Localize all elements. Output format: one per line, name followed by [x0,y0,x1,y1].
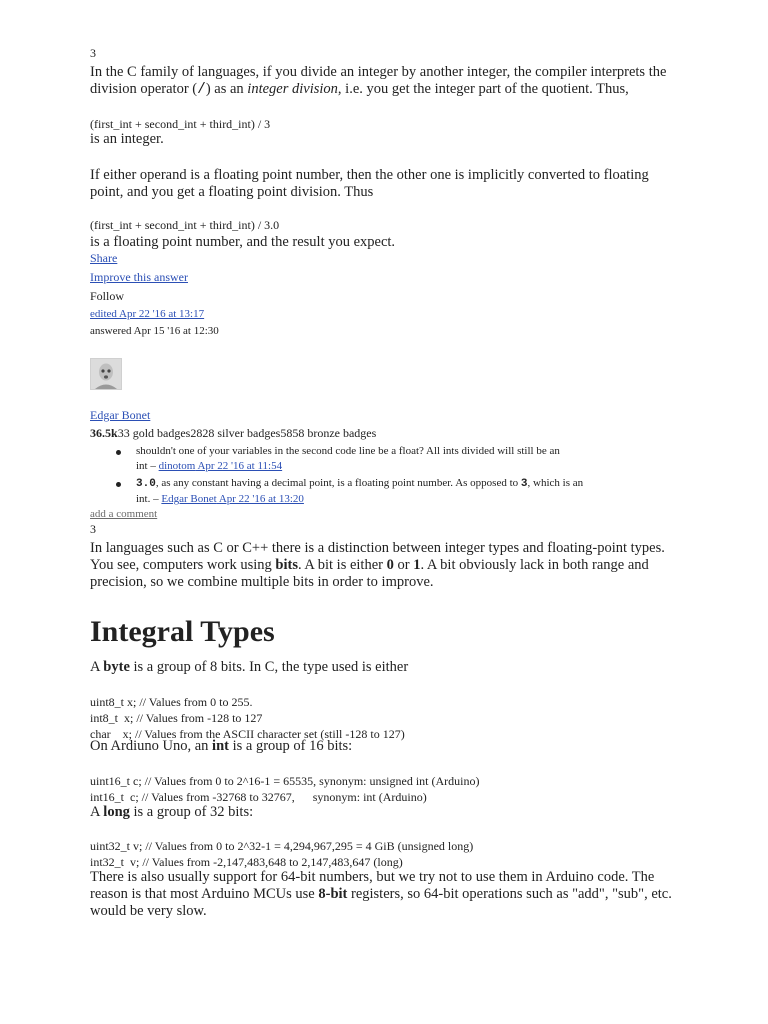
comment-item: shouldn't one of your variables in the second code line be a float? All ints divided will still be an int – dinotom Apr 22 '16 at 11:54 [116,444,676,474]
avatar[interactable] [90,358,122,390]
answer-paragraph: In the C family of languages, if you divide an integer by another integer, the compiler interprets the division operator (/) as an integer division, i.e. you get the integer part of the quotient. Thus, [90,64,667,98]
answer-text: On Ardiuno Uno, an int is a group of 16 bits: [90,738,353,754]
edited-info [90,307,204,321]
badge-counts: 33 gold badges2828 silver badges5858 bronze badges [117,426,377,440]
answered-info: answered Apr 15 '16 at 12:30 [90,325,219,337]
add-comment-link[interactable]: add a comment [90,508,158,520]
comment-date-link[interactable]: Apr 22 '16 at 11:54 [195,460,283,472]
code-block: uint32_t v; // Values from 0 to 2^32-1 = 4,294,967,295 = 4 GiB (unsigned long) int32_t v; // Values from -2,147,483,648 to 2,147,483,647 (long) [90,839,474,869]
comment-date-link[interactable]: Apr 22 '16 at 13:20 [216,493,304,505]
answer-text: A long is a group of 32 bits: [90,804,254,820]
section-heading: Integral Types [90,615,275,648]
improve-answer-link[interactable]: Improve this answer [90,270,188,284]
vote-count: 3 [90,522,96,536]
reputation-score: 36.5k [90,426,118,440]
vote-count: 3 [90,46,96,60]
answer-paragraph: In languages such as C or C++ there is a distinction between integer types and floating-point types. You see, computers work using bits. A bit is either 0 or 1. A bit obviously lack in both range and precision, so we combine multiple bits in order to improve. [90,540,665,590]
bullet-icon [116,450,121,455]
code-block: (first_int + second_int + third_int) / 3.0 [90,218,280,232]
answer-text: A byte is a group of 8 bits. In C, the type used is either [90,659,409,675]
user-name-link[interactable]: Edgar Bonet [90,408,151,422]
comment-author-link[interactable]: Edgar Bonet [161,493,217,505]
answer-paragraph: If either operand is a floating point number, then the other one is implicitly converted to floating point, and you get a floating point division. Thus [90,167,649,200]
user-reputation [90,426,376,441]
bullet-icon [116,482,121,487]
answer-text: is a floating point number, and the result you expect. [90,234,396,250]
share-link[interactable]: Share [90,251,118,265]
follow-button[interactable]: Follow [90,289,125,303]
comment-author-link[interactable]: dinotom [158,460,196,472]
comment-item: 3.0, as any constant having a decimal point, is a floating point number. As opposed to 3, which is an int. – Edgar Bonet Apr 22 '16 at 13:20 [116,476,676,507]
code-block: (first_int + second_int + third_int) / 3 [90,117,271,131]
edited-link[interactable]: edited [90,308,120,320]
code-block: uint8_t x; // Values from 0 to 255. int8_t x; // Values from -128 to 127 char x; // Values from the ASCII character set (still -128 to 127) [90,695,405,741]
answer-text: is an integer. [90,131,164,147]
code-block: uint16_t c; // Values from 0 to 2^16-1 = 65535, synonym: unsigned int (Arduino) int16_t c; // Values from -32768 to 32767, synonym: int (Arduino) [90,774,480,804]
comment-list [116,444,676,507]
user-avatar-icon [91,359,121,389]
edited-date[interactable]: Apr 22 '16 at 13:17 [119,308,205,320]
answer-paragraph: There is also usually support for 64-bit numbers, but we try not to use them in Arduino code. The reason is that most Arduino MCUs use 8-bit registers, so 64-bit operations such as "add", "sub", etc. would be very slow. [90,869,672,919]
